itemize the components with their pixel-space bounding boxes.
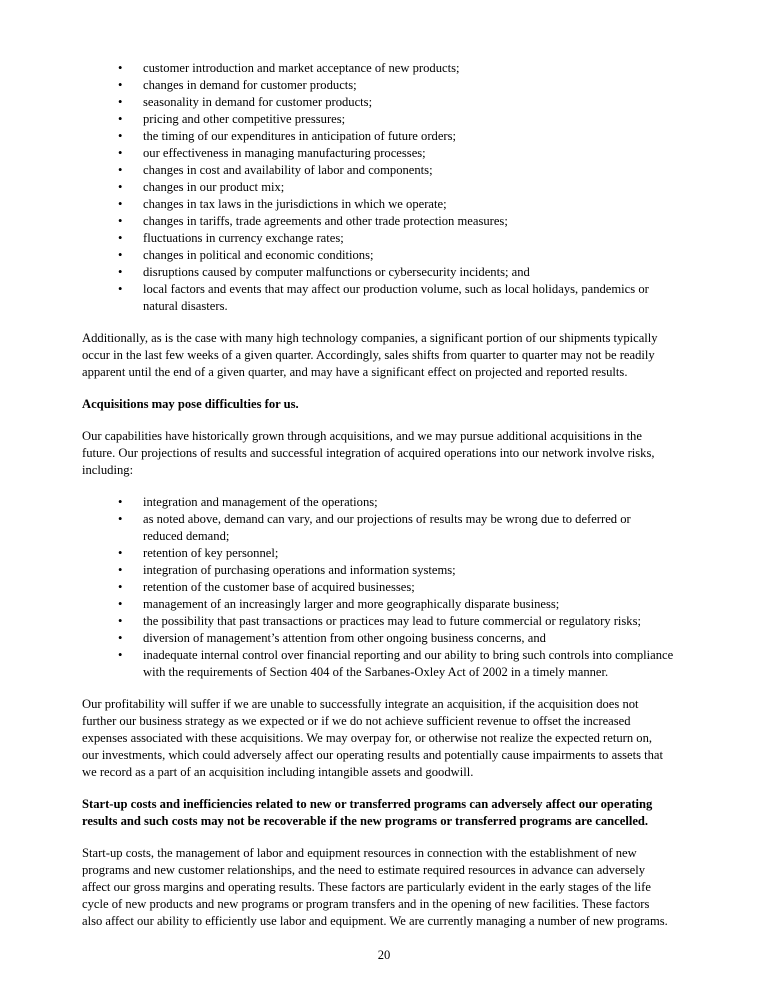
text-line: with the requirements of Section 404 of the Sarbanes-Oxley Act of 2002 in a timely manner. <box>143 665 609 679</box>
list-item <box>82 647 702 681</box>
list-item <box>82 128 702 145</box>
bullet-icon: • <box>118 248 123 262</box>
text-line: Start-up costs, the management of labor and equipment resources in connection with the establishment of new <box>82 846 637 860</box>
bullet-icon: • <box>118 112 123 126</box>
document-page <box>82 60 702 945</box>
text-line: natural disasters. <box>143 299 228 313</box>
bullet-icon: • <box>118 61 123 75</box>
bullet-icon: • <box>118 231 123 245</box>
text-line: programs and new customer relationships, and the need to estimate required resources in advance can adversely <box>82 863 646 877</box>
bullet-icon: • <box>118 631 123 645</box>
list-item <box>82 613 702 630</box>
list-item <box>82 579 702 596</box>
text-line: seasonality in demand for customer products; <box>143 95 373 109</box>
bullet-icon: • <box>118 512 123 526</box>
list-item <box>82 230 702 247</box>
text-line: disruptions caused by computer malfunctions or cybersecurity incidents; and <box>143 265 530 279</box>
list-item <box>82 111 702 128</box>
list-item <box>82 196 702 213</box>
text-line: we record as a part of an acquisition including intangible assets and goodwill. <box>82 765 474 779</box>
bullet-icon: • <box>118 214 123 228</box>
bullet-icon: • <box>118 146 123 160</box>
text-line: cycle of new products and new programs or program transfers and in the opening of new facilities. These factors <box>82 897 650 911</box>
list-item <box>82 545 702 562</box>
list-item <box>82 247 702 264</box>
text-line: reduced demand; <box>143 529 230 543</box>
text-line: pricing and other competitive pressures; <box>143 112 346 126</box>
bullet-icon: • <box>118 495 123 509</box>
list-item <box>82 60 702 77</box>
text-line: integration of purchasing operations and information systems; <box>143 563 456 577</box>
text-line: changes in demand for customer products; <box>143 78 357 92</box>
text-line: inadequate internal control over financial reporting and our ability to bring such controls into compliance <box>143 648 674 662</box>
paragraph-acquisitions-intro <box>82 428 702 479</box>
list-item <box>82 213 702 230</box>
bullet-icon: • <box>118 580 123 594</box>
bullet-icon: • <box>118 282 123 296</box>
bullet-icon: • <box>118 180 123 194</box>
list-item <box>82 562 702 579</box>
text-line: changes in tax laws in the jurisdictions in which we operate; <box>143 197 447 211</box>
text-line: retention of key personnel; <box>143 546 279 560</box>
bullet-icon: • <box>118 197 123 211</box>
list-item <box>82 630 702 647</box>
text-line: changes in tariffs, trade agreements and other trade protection measures; <box>143 214 508 228</box>
bullet-icon: • <box>118 563 123 577</box>
text-line: changes in political and economic conditions; <box>143 248 374 262</box>
bullet-list-quarterly-factors <box>82 60 702 315</box>
text-line: affect our gross margins and operating results. These factors are particularly evident in the early stages of the life <box>82 880 651 894</box>
list-item <box>82 77 702 94</box>
text-line: occur in the last few weeks of a given quarter. Accordingly, sales shifts from quarter to quarter may not be readily <box>82 348 655 362</box>
list-item <box>82 145 702 162</box>
text-line: also affect our ability to efficiently use labor and equipment. We are currently managing a number of new programs. <box>82 914 668 928</box>
text-line: local factors and events that may affect our production volume, such as local holidays, pandemics or <box>143 282 649 296</box>
heading-startup-costs <box>82 796 702 830</box>
list-item <box>82 162 702 179</box>
bullet-icon: • <box>118 163 123 177</box>
text-line: further our business strategy as we expected or if we do not achieve sufficient revenue to offset the increased <box>82 714 631 728</box>
paragraph-profitability <box>82 696 702 781</box>
bullet-icon: • <box>118 95 123 109</box>
text-line: Acquisitions may pose difficulties for us. <box>82 397 299 411</box>
list-item <box>82 511 702 545</box>
text-line: diversion of management’s attention from other ongoing business concerns, and <box>143 631 546 645</box>
page-number: 20 <box>377 948 391 962</box>
bullet-icon: • <box>118 648 123 662</box>
text-line: Additionally, as is the case with many high technology companies, a significant portion of our shipments typically <box>82 331 658 345</box>
bullet-list-acquisition-risks <box>82 494 702 681</box>
text-line: Start-up costs and inefficiencies related to new or transferred programs can adversely affect our operating <box>82 797 653 811</box>
list-item <box>82 596 702 613</box>
text-line: integration and management of the operations; <box>143 495 378 509</box>
bullet-icon: • <box>118 597 123 611</box>
text-line: the timing of our expenditures in anticipation of future orders; <box>143 129 457 143</box>
text-line: future. Our projections of results and successful integration of acquired operations into our network involve risks, <box>82 446 655 460</box>
text-line: fluctuations in currency exchange rates; <box>143 231 344 245</box>
text-line: as noted above, demand can vary, and our projections of results may be wrong due to deferred or <box>143 512 631 526</box>
text-line: changes in cost and availability of labor and components; <box>143 163 433 177</box>
text-line: results and such costs may not be recoverable if the new programs or transferred programs are cancelled. <box>82 814 649 828</box>
paragraph-startup-costs <box>82 845 702 930</box>
list-item <box>82 94 702 111</box>
text-line: the possibility that past transactions or practices may lead to future commercial or regulatory risks; <box>143 614 642 628</box>
bullet-icon: • <box>118 546 123 560</box>
bullet-icon: • <box>118 265 123 279</box>
text-line: Our profitability will suffer if we are unable to successfully integrate an acquisition, if the acquisition does not <box>82 697 639 711</box>
heading-acquisitions <box>82 396 702 413</box>
text-line: apparent until the end of a given quarter, and may have a significant effect on projected and reported results. <box>82 365 628 379</box>
list-item <box>82 179 702 196</box>
text-line: our investments, which could adversely affect our operating results and potentially cause impairments to assets that <box>82 748 664 762</box>
text-line: Our capabilities have historically grown through acquisitions, and we may pursue additional acquisitions in the <box>82 429 642 443</box>
text-line: customer introduction and market acceptance of new products; <box>143 61 460 75</box>
paragraph-shipments <box>82 330 702 381</box>
text-line: management of an increasingly larger and more geographically disparate business; <box>143 597 560 611</box>
text-line: expenses associated with these acquisitions. We may overpay for, or otherwise not realize the expected return on, <box>82 731 653 745</box>
bullet-icon: • <box>118 129 123 143</box>
text-line: including: <box>82 463 134 477</box>
text-line: changes in our product mix; <box>143 180 285 194</box>
text-line: our effectiveness in managing manufacturing processes; <box>143 146 426 160</box>
list-item <box>82 281 702 315</box>
bullet-icon: • <box>118 78 123 92</box>
bullet-icon: • <box>118 614 123 628</box>
text-line: retention of the customer base of acquired businesses; <box>143 580 415 594</box>
list-item <box>82 494 702 511</box>
list-item <box>82 264 702 281</box>
